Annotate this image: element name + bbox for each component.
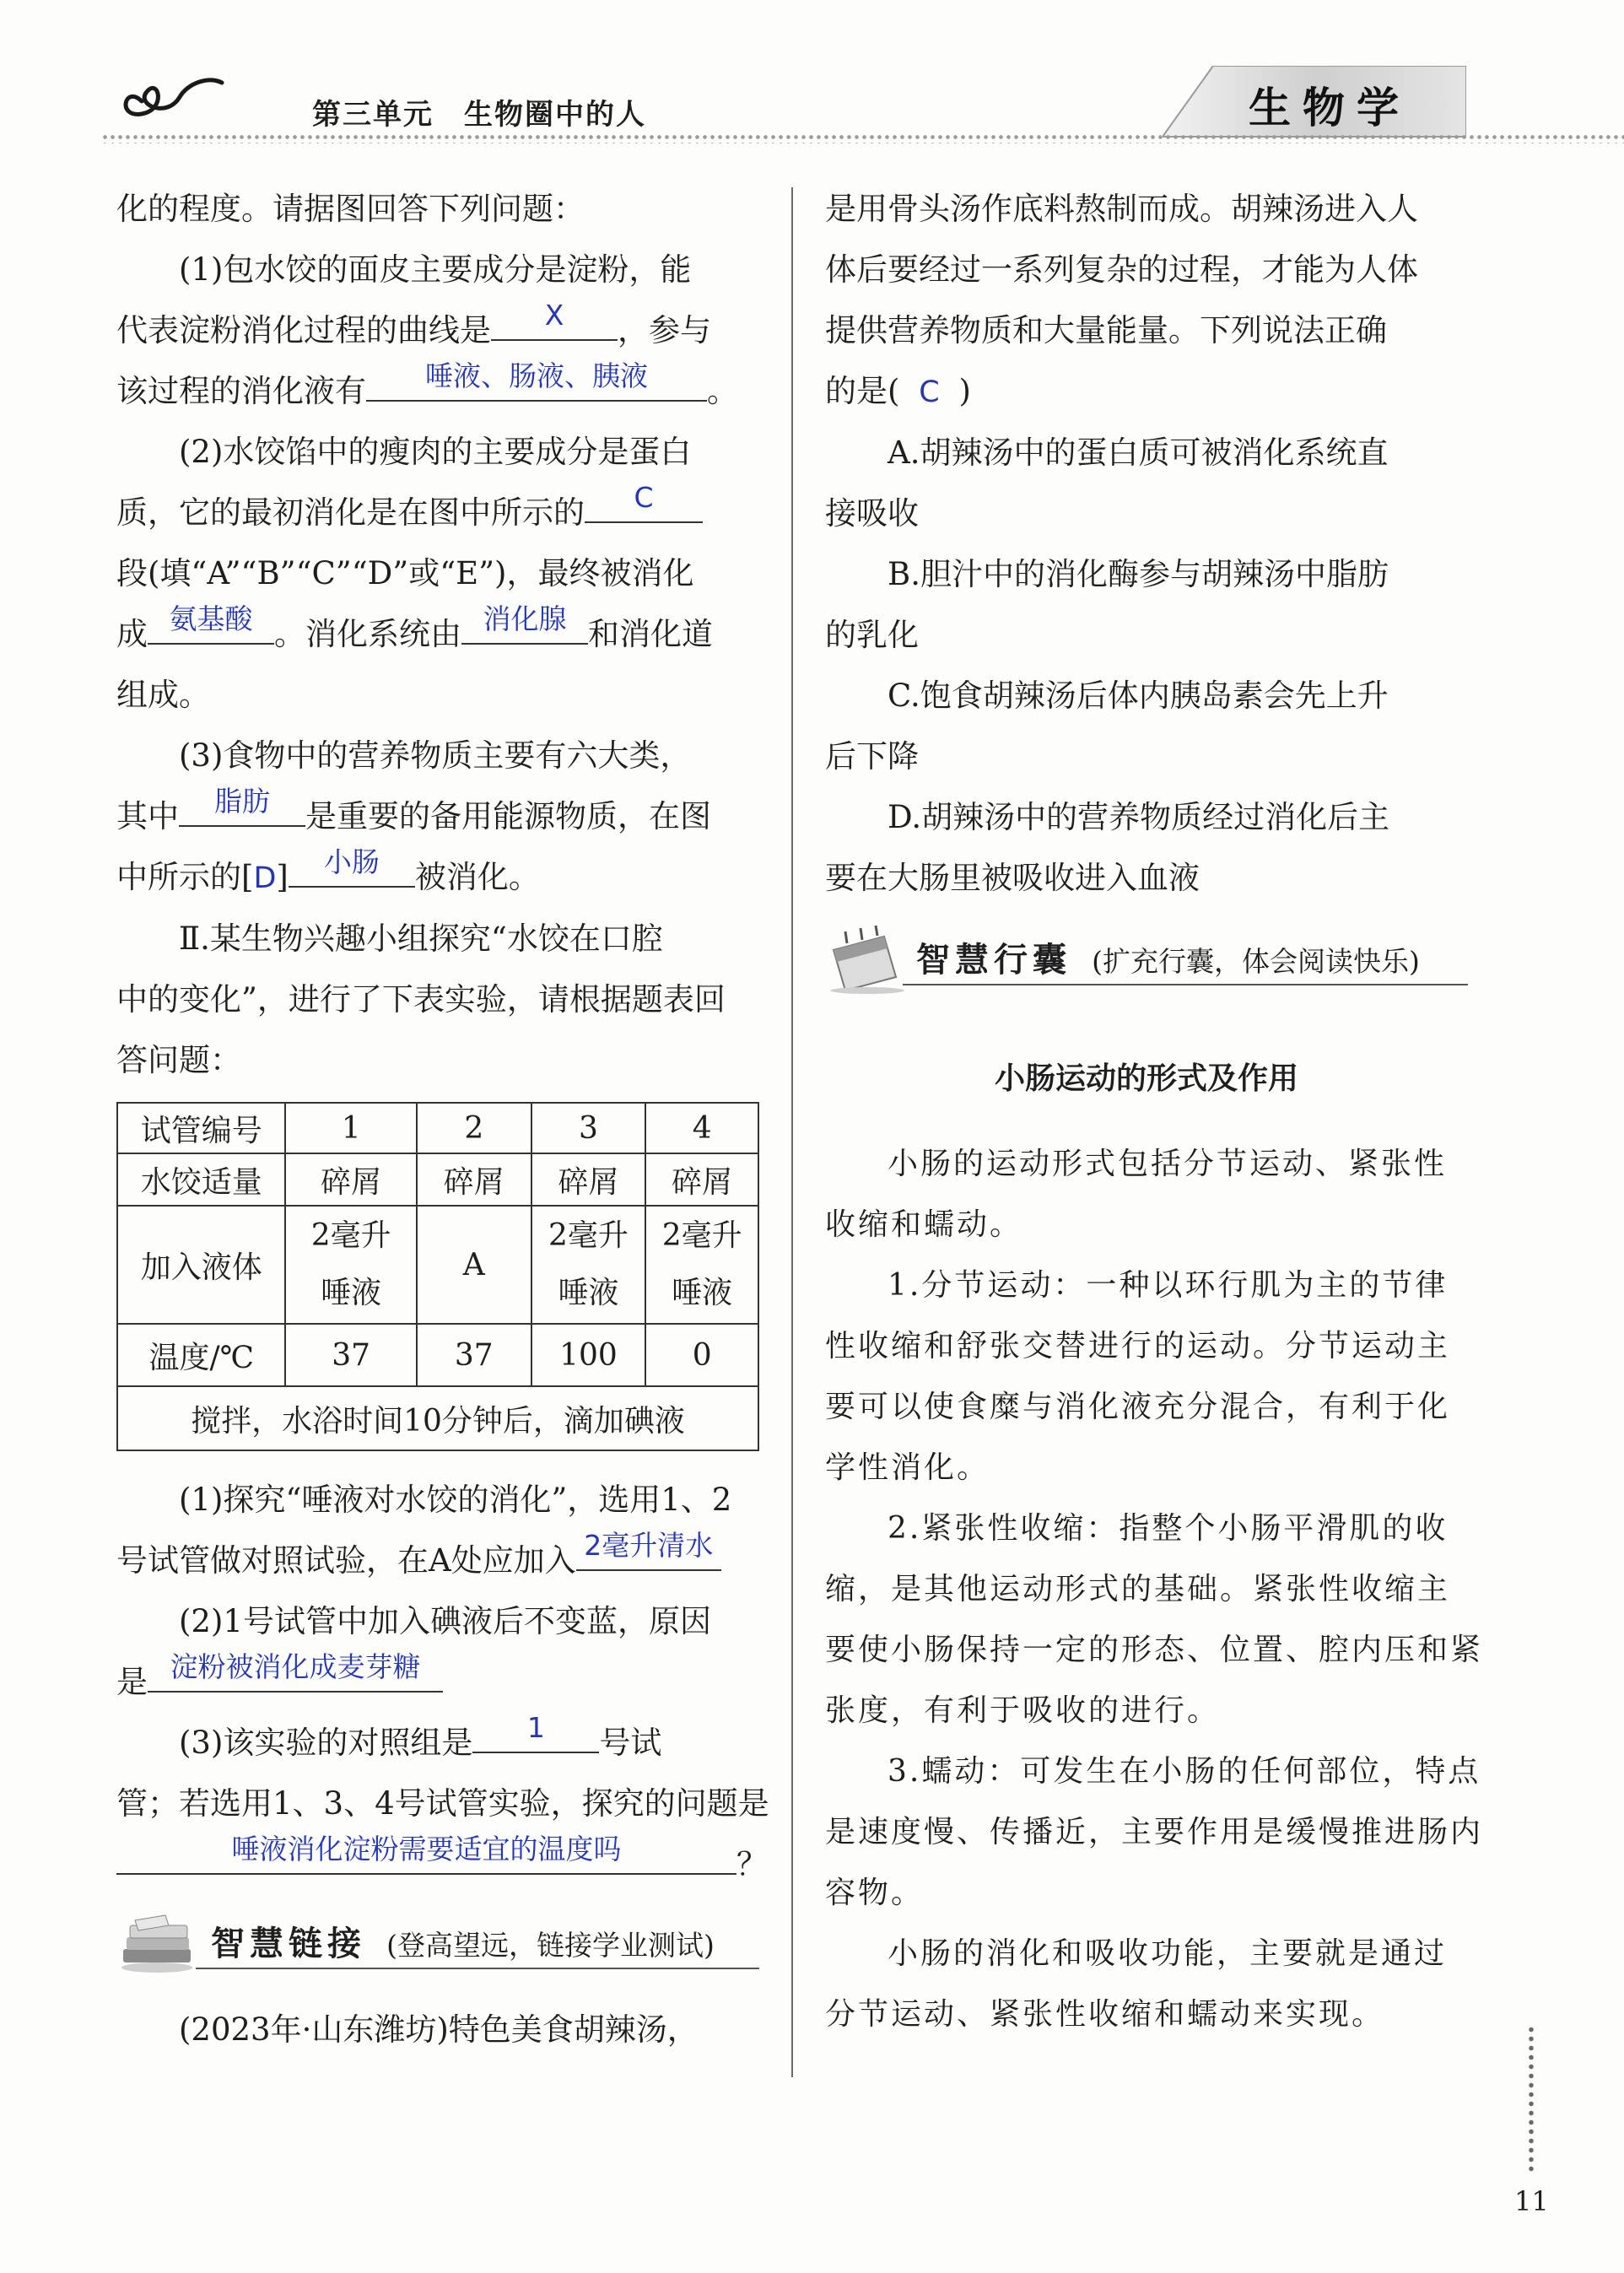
table-cell: 碎屑 — [531, 1153, 646, 1206]
option-d-line2: 要在大肠里被吸收进入血液 — [825, 860, 1200, 896]
q3-text-2-post: 是重要的备用能源物质，在图 — [305, 798, 711, 834]
q3-answer-1: 脂肪 — [214, 785, 270, 818]
q1-line3 — [116, 361, 758, 422]
table-row-head: 加入液体 — [117, 1206, 285, 1324]
q2-line1: (2)水饺馅中的瘦肉的主要成分是蛋白 — [179, 434, 692, 470]
e3-line2: 管；若选用1、3、4号试管实验，探究的问题是 — [116, 1785, 769, 1822]
table-footer: 搅拌，水浴时间10分钟后，滴加碘液 — [117, 1386, 758, 1450]
link-section-rule — [196, 1968, 759, 1969]
option-b-line2: 的乳化 — [825, 617, 919, 653]
q3-line3 — [116, 847, 758, 909]
bag-section-label — [916, 933, 1420, 981]
q1-text-3: 该过程的消化液有 — [116, 373, 366, 409]
reading-line: 是速度慢、传播近，主要作用是缓慢推进肠内 — [825, 1815, 1484, 1849]
link-section-header — [116, 1907, 759, 1983]
q2-text-2: 质，它的最初消化是在图中所示的 — [116, 494, 585, 531]
e1-line1: (1)探究“唾液对水饺的消化”，选用1、2 — [179, 1482, 732, 1518]
table-cell: 3 — [531, 1103, 646, 1153]
reading-line: 要可以使食糜与消化液充分混合，有利于化 — [825, 1390, 1451, 1424]
stem-line3: 提供营养物质和大量能量。下列说法正确 — [825, 312, 1387, 348]
stem-line4 — [825, 361, 1468, 423]
table-cell: 碎屑 — [417, 1153, 531, 1206]
reading-line: 学性消化。 — [825, 1450, 990, 1485]
table-cell: 1 — [285, 1103, 417, 1153]
table-cell: 碎屑 — [285, 1153, 417, 1206]
table-row-head: 试管编号 — [117, 1103, 285, 1153]
stem-line2: 体后要经过一系列复杂的过程，才能为人体 — [825, 251, 1418, 288]
reading-body — [825, 1134, 1484, 2045]
q1-blank-1 — [491, 300, 618, 341]
e2-blank-1 — [148, 1652, 443, 1693]
bag-section-title: 智慧行囊 — [916, 941, 1071, 980]
left-column — [116, 179, 758, 1091]
link-section-label — [211, 1917, 715, 1965]
e2-answer-1: 淀粉被消化成麦芽糖 — [170, 1650, 421, 1683]
table-cell: 2毫升 唾液 — [531, 1206, 646, 1324]
q3-text-2: 其中 — [116, 798, 179, 834]
e3-text-3-post: ？ — [736, 1846, 768, 1882]
unit-heading — [312, 91, 646, 132]
table-row-head: 温度/℃ — [117, 1324, 285, 1386]
table-row — [117, 1324, 758, 1386]
reading-line: 性收缩和舒张交替进行的运动。分节运动主 — [825, 1329, 1451, 1363]
swirl-logo-icon — [108, 67, 226, 127]
reading-line: 收缩和蠕动。 — [825, 1207, 1023, 1242]
table-cell: 2毫升 唾液 — [285, 1206, 417, 1324]
e3-answer-1: 1 — [526, 1711, 545, 1744]
e3-blank-1 — [472, 1713, 599, 1753]
q3-text-3-mid: ] — [276, 859, 289, 895]
option-b-line1: B.胆汁中的消化酶参与胡辣汤中脂肪 — [888, 556, 1389, 592]
table-row-head: 水饺适量 — [117, 1153, 285, 1206]
q2-blank-3 — [461, 604, 588, 645]
e3-answer-2: 唾液消化淀粉需要适宜的温度吗 — [231, 1833, 622, 1865]
q1-text-3-post: 。 — [707, 373, 738, 409]
table-cell: 2 — [417, 1103, 531, 1153]
q3-blank-3 — [289, 847, 415, 888]
q3-blank-1 — [179, 786, 305, 827]
table-cell: 100 — [531, 1324, 646, 1386]
option-c-line1: C.饱食胡辣汤后体内胰岛素会先上升 — [888, 678, 1389, 714]
choice-answer: C — [919, 375, 940, 409]
books-icon — [116, 1912, 197, 1976]
bag-section-subtitle: (扩充行囊，体会阅读快乐) — [1092, 945, 1420, 978]
e3-line3 — [116, 1833, 768, 1895]
q2-blank-2 — [148, 604, 274, 645]
reading-line: 要使小肠保持一定的形态、位置、腔内压和紧 — [825, 1633, 1484, 1667]
left-column-lower — [116, 1470, 769, 1895]
q3-text-3: 中所示的[ — [116, 859, 254, 895]
q2-line4 — [116, 604, 758, 665]
stem-text-4: 的是( — [825, 373, 900, 409]
column-divider — [791, 187, 793, 2077]
q2-text-4-mid: 。消化系统由 — [274, 616, 461, 652]
option-a-line2: 接吸收 — [825, 495, 919, 532]
e2-line2 — [116, 1652, 758, 1713]
option-d-line1: D.胡辣汤中的营养物质经过消化后主 — [888, 799, 1390, 835]
option-c-line2: 后下降 — [825, 738, 919, 775]
q2-blank-1 — [585, 483, 703, 523]
stem-line1: 是用骨头汤作底料熬制而成。胡辣汤进入人 — [825, 191, 1418, 227]
table-cell: 37 — [285, 1324, 417, 1386]
reading-title: 小肠运动的形式及作用 — [994, 1061, 1298, 1096]
e3-text-1: (3)该实验的对照组是 — [179, 1725, 473, 1761]
e2-text-2: 是 — [116, 1664, 148, 1700]
e3-text-1-post: 号试 — [599, 1725, 662, 1761]
q2-text-4-post: 和消化道 — [588, 616, 713, 652]
q3-line2 — [116, 786, 758, 847]
e2-line1: (2)1号试管中加入碘液后不变蓝，原因 — [179, 1603, 711, 1639]
table-row — [117, 1153, 758, 1206]
e1-blank-1 — [576, 1531, 721, 1571]
part2-line3: 答问题： — [116, 1042, 241, 1078]
q1-text-post: ，参与 — [618, 312, 711, 348]
reading-line: 2.紧张性收缩：指整个小肠平滑肌的收 — [888, 1511, 1449, 1546]
stem-text-4-post: ) — [958, 373, 971, 409]
q2-line3: 段(填“A”“B”“C”“D”或“E”)，最终被消化 — [116, 555, 694, 591]
header-dotted-rule — [101, 133, 1624, 143]
table-row — [117, 1386, 758, 1450]
source-line: (2023年·山东潍坊)特色美食胡辣汤， — [179, 2011, 699, 2048]
q1-line2 — [116, 300, 758, 361]
q1-answer-1: X — [544, 299, 564, 332]
intro-line: 化的程度。请据图回答下列问题： — [116, 191, 585, 227]
bag-section-header — [825, 923, 1468, 999]
q1-line1: (1)包水饺的面皮主要成分是淀粉，能 — [179, 251, 692, 288]
page-header — [0, 0, 1624, 152]
part2-line2: 中的变化”，进行了下表实验，请根据题表回 — [116, 981, 726, 1018]
bag-section-rule — [903, 984, 1468, 985]
page-number: 11 — [1514, 2185, 1549, 2217]
link-section-subtitle: (登高望远，链接学业测试) — [386, 1929, 715, 1962]
q2-answer-3: 消化腺 — [483, 602, 567, 635]
reading-line: 1.分节运动：一种以环行肌为主的节律 — [888, 1268, 1449, 1303]
right-column — [825, 179, 1468, 909]
q2-answer-1: C — [634, 481, 654, 514]
q1-text: 代表淀粉消化过程的曲线是 — [116, 312, 491, 348]
e3-blank-2 — [116, 1834, 736, 1875]
unit-number: 第三单元 — [312, 98, 434, 132]
q2-answer-2: 氨基酸 — [169, 602, 253, 635]
part2-line1: Ⅱ.某生物兴趣小组探究“水饺在口腔 — [179, 921, 663, 957]
reading-line: 3.蠕动：可发生在小肠的任何部位，特点 — [888, 1754, 1481, 1789]
table-cell: 4 — [645, 1103, 758, 1153]
reading-line: 缩，是其他运动形式的基础。紧张性收缩主 — [825, 1572, 1451, 1606]
e1-answer-1: 2毫升清水 — [584, 1529, 714, 1562]
option-a-line1: A.胡辣汤中的蛋白质可被消化系统直 — [888, 435, 1389, 471]
q2-line5: 组成。 — [116, 677, 210, 713]
q2-text-4: 成 — [116, 616, 148, 652]
reading-line: 张度，有利于吸收的进行。 — [825, 1693, 1221, 1728]
calendar-icon — [825, 925, 909, 994]
q1-answer-2: 唾液、肠液、胰液 — [425, 359, 648, 392]
table-row — [117, 1206, 758, 1324]
table-cell: 2毫升 唾液 — [645, 1206, 758, 1324]
q3-line1: (3)食物中的营养物质主要有六大类， — [179, 737, 692, 774]
reading-line: 小肠的运动形式包括分节运动、紧张性 — [888, 1147, 1448, 1181]
table-cell: 0 — [645, 1324, 758, 1386]
table-cell: A — [417, 1206, 531, 1324]
q2-line2 — [116, 483, 758, 543]
subject-label: 生物学 — [1249, 84, 1411, 132]
table-cell: 碎屑 — [645, 1153, 758, 1206]
reading-line: 分节运动、紧张性收缩和蠕动来实现。 — [825, 1997, 1385, 2032]
q3-answer-3: 小肠 — [323, 845, 380, 878]
margin-dots — [1527, 2025, 1535, 2173]
table-row — [117, 1103, 758, 1153]
table-cell: 37 — [417, 1324, 531, 1386]
e3-line1 — [116, 1713, 758, 1774]
e1-line2 — [116, 1531, 758, 1591]
experiment-table — [116, 1102, 759, 1451]
e1-text-2: 号试管做对照试验，在A处应加入 — [116, 1542, 576, 1579]
q3-answer-2: D — [253, 861, 277, 895]
reading-line: 小肠的消化和吸收功能，主要就是通过 — [888, 1936, 1448, 1971]
q3-text-3-post: 被消化。 — [414, 859, 540, 895]
link-section-title: 智慧链接 — [211, 1925, 366, 1963]
unit-name: 生物圈中的人 — [464, 98, 646, 132]
q1-blank-2 — [366, 361, 707, 402]
reading-line: 容物。 — [825, 1876, 925, 1910]
